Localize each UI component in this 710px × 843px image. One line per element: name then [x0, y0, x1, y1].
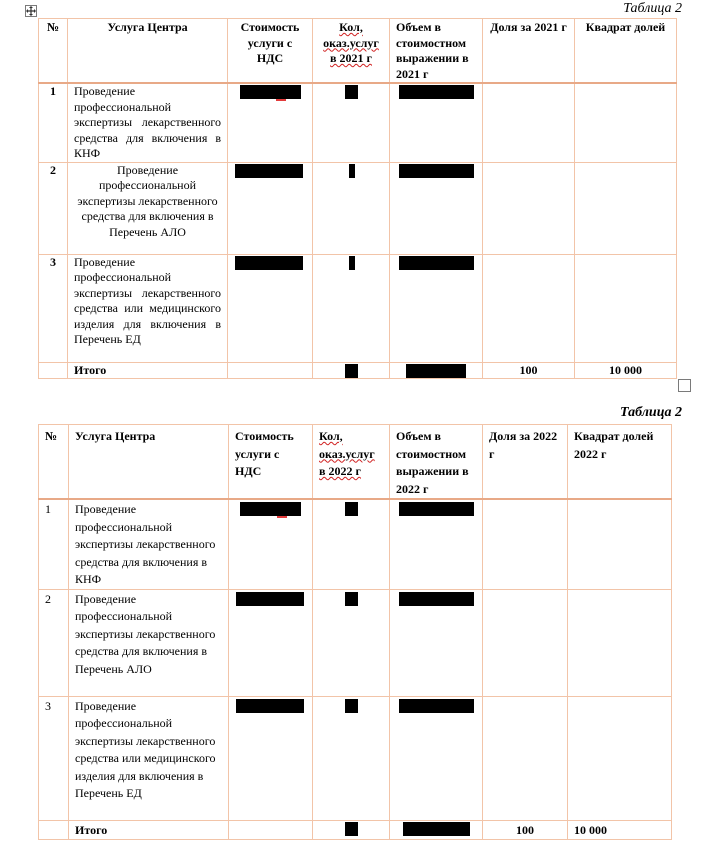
- row-number: 1: [39, 83, 68, 162]
- col-header-share: Доля за 2021 г: [483, 19, 575, 84]
- table-2022: [38, 424, 672, 840]
- col-header-square: Квадрат долей 2022 г: [568, 425, 672, 500]
- table-row: [39, 589, 672, 696]
- table-move-handle-icon[interactable]: [25, 5, 37, 17]
- col-header-square: Квадрат долей: [575, 19, 677, 84]
- col-header-price: Стоимость услуги с НДС: [229, 425, 313, 500]
- row-service: Проведение профессиональной экспертизы лекарственного средства для включения в Перечень АЛО: [68, 162, 228, 254]
- empty-cell: [229, 820, 313, 840]
- col-header-price: Стоимость услуги с НДС: [228, 19, 313, 84]
- table-2021: [38, 18, 677, 379]
- col-header-num: №: [39, 19, 68, 84]
- row-number: 1: [39, 499, 69, 589]
- col-header-service: Услуга Центра: [68, 19, 228, 84]
- share-cell: [483, 83, 575, 162]
- redacted-price: [228, 83, 313, 162]
- row-number: 3: [39, 254, 68, 362]
- redacted-volume: [390, 696, 483, 820]
- share-cell: [483, 254, 575, 362]
- redacted-count: [313, 362, 390, 379]
- square-cell: [575, 83, 677, 162]
- empty-cell: [39, 362, 68, 379]
- table-row: [39, 83, 677, 162]
- table1-caption: Таблица 2: [623, 1, 682, 16]
- row-service: Проведение профессиональной экспертизы лекарственного средства или медицинского изделия для включения в Перечень ЕД: [69, 696, 229, 820]
- square-cell: [568, 499, 672, 589]
- table-resize-handle-icon[interactable]: [678, 379, 691, 392]
- redacted-volume: [390, 83, 483, 162]
- row-service: Проведение профессиональной экспертизы лекарственного средства для включения в КНФ: [69, 499, 229, 589]
- redacted-price: [229, 499, 313, 589]
- square-cell: [568, 696, 672, 820]
- redacted-count: [313, 820, 390, 840]
- total-label: Итого: [69, 820, 229, 840]
- redacted-count: [313, 589, 390, 696]
- redacted-price: [229, 696, 313, 820]
- table-row: [39, 254, 677, 362]
- square-cell: [575, 162, 677, 254]
- table-row: [39, 162, 677, 254]
- table-row: [39, 696, 672, 820]
- row-service: Проведение профессиональной экспертизы лекарственного средства или медицинского изделия для включения в Перечень ЕД: [68, 254, 228, 362]
- redacted-count: [313, 162, 390, 254]
- total-row: [39, 820, 672, 840]
- share-cell: [483, 589, 568, 696]
- total-square: 10 000: [575, 362, 677, 379]
- share-cell: [483, 162, 575, 254]
- col-header-volume: Объем в стоимостном выражении в 2022 г: [390, 425, 483, 500]
- col-header-share: Доля за 2022 г: [483, 425, 568, 500]
- square-cell: [575, 254, 677, 362]
- row-number: 3: [39, 696, 69, 820]
- redacted-volume: [390, 162, 483, 254]
- redacted-price: [228, 254, 313, 362]
- empty-cell: [39, 820, 69, 840]
- total-row: [39, 362, 677, 379]
- redacted-volume: [390, 499, 483, 589]
- redacted-count: [313, 83, 390, 162]
- table-row: [39, 499, 672, 589]
- col-header-count: Кол, оказ.услуг в 2022 г: [313, 425, 390, 500]
- empty-cell: [228, 362, 313, 379]
- total-share: 100: [483, 820, 568, 840]
- redacted-count: [313, 696, 390, 820]
- total-square: 10 000: [568, 820, 672, 840]
- row-service: Проведение профессиональной экспертизы лекарственного средства для включения в КНФ: [68, 83, 228, 162]
- row-number: 2: [39, 589, 69, 696]
- col-header-num: №: [39, 425, 69, 500]
- total-label: Итого: [68, 362, 228, 379]
- col-header-volume: Объем в стоимостном выражении в 2021 г: [390, 19, 483, 84]
- redacted-price: [229, 589, 313, 696]
- row-service: Проведение профессиональной экспертизы лекарственного средства для включения в Перечень АЛО: [69, 589, 229, 696]
- redacted-volume: [390, 254, 483, 362]
- total-share: 100: [483, 362, 575, 379]
- col-header-service: Услуга Центра: [69, 425, 229, 500]
- table2-caption: Таблица 2: [620, 405, 682, 420]
- share-cell: [483, 499, 568, 589]
- redacted-count: [313, 499, 390, 589]
- square-cell: [568, 589, 672, 696]
- col-header-count: Кол, оказ.услуг в 2021 г: [313, 19, 390, 84]
- row-number: 2: [39, 162, 68, 254]
- redacted-volume: [390, 362, 483, 379]
- redacted-volume: [390, 820, 483, 840]
- redacted-volume: [390, 589, 483, 696]
- redacted-price: [228, 162, 313, 254]
- redacted-count: [313, 254, 390, 362]
- share-cell: [483, 696, 568, 820]
